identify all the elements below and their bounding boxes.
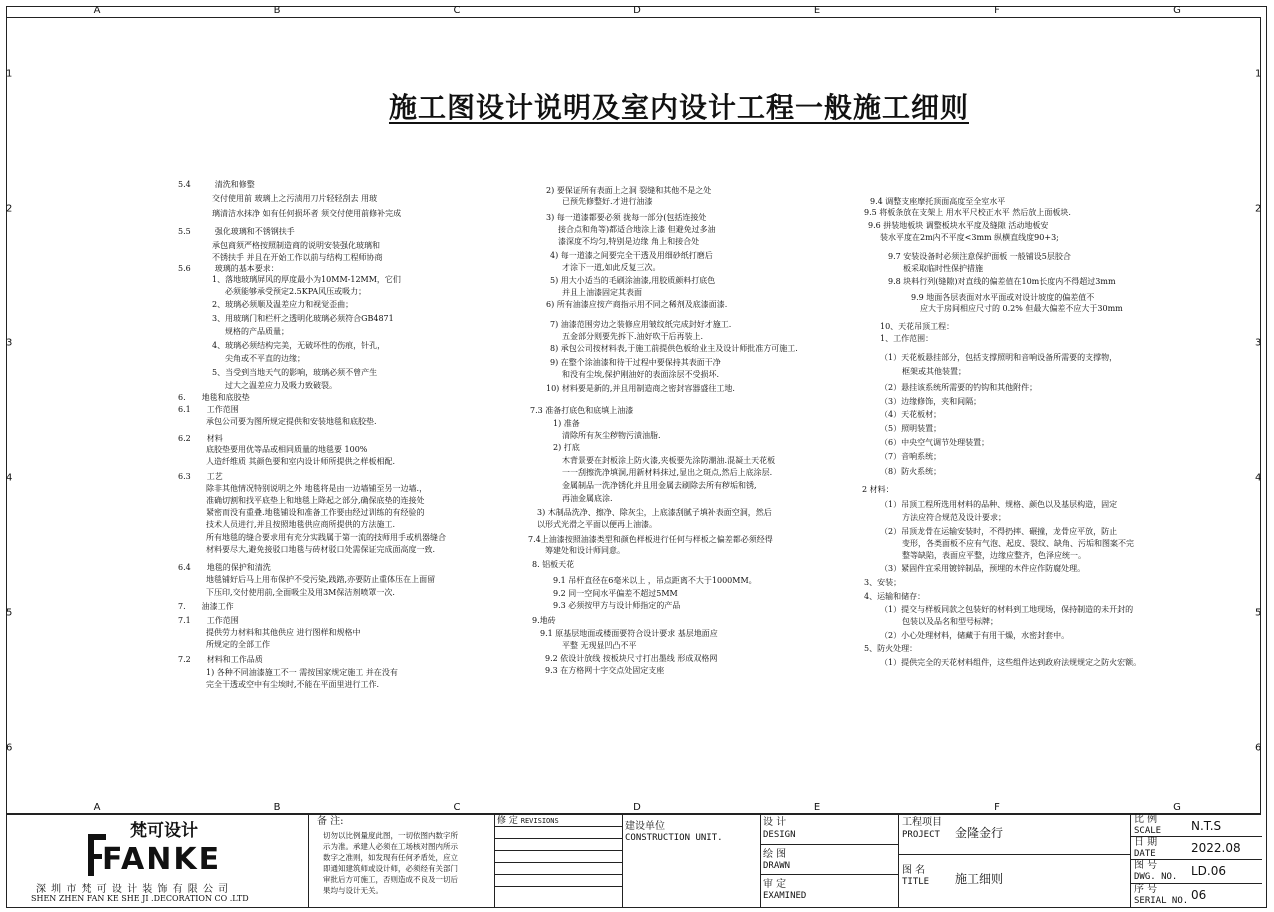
spec-line: 人造纤维质 其颜色要和室内设计师所提供之样板相配. <box>206 457 396 466</box>
date-label-en: DATE <box>1134 849 1156 859</box>
spec-line: （1）提供完全的天花材料组件，这些组件达到政府法规规定之防火宏额。 <box>880 658 1142 667</box>
spec-line: 9.2 依设计放线 按板块尺寸打出墨线 形成双格网 <box>545 654 718 663</box>
zone-letter: B <box>273 802 281 813</box>
date-value: 2022.08 <box>1191 841 1241 855</box>
examined-label: 审 定 <box>763 879 787 890</box>
spec-line: 已预先修整好.才进行油漆 <box>562 197 653 206</box>
spec-line: 技术人员进行,并且按照地毯供应商所提供的方法施工. <box>206 520 396 529</box>
spec-line: 2、玻璃必须顺及温差应力和视觉歪曲； <box>212 300 354 309</box>
zone-number: 3 <box>1255 337 1262 349</box>
spec-line: 1) 各种不同油漆施工不一 需按国家规定施工 并在没有 <box>206 668 398 677</box>
notes-label: 备 注: <box>317 816 344 827</box>
dwg-label-en: DWG. NO. <box>1134 872 1178 882</box>
zone-number: 3 <box>6 337 13 349</box>
zone-number: 4 <box>6 472 13 484</box>
spec-line: 才涂下一道,如此反复三次。 <box>562 263 661 272</box>
page-title <box>0 86 1274 126</box>
zone-letter: D <box>633 5 641 16</box>
spec-line: 6.3 工艺 <box>178 472 223 481</box>
spec-line: （1）吊顶工程所选用材料的品种、规格、颜色以及基层构造，固定 <box>880 500 1118 509</box>
spec-line: 包装以及品名和型号标牌； <box>902 617 998 626</box>
spec-line: 2) 要保证所有表面上之洞 裂缝和其他不是之处 <box>546 186 712 195</box>
spec-line: 1、落地玻璃屏风的厚度最小为10MM-12MM，它们 <box>212 275 401 284</box>
zone-letter: E <box>813 802 821 813</box>
notes-line: 数字之准则，如发现有任何矛盾处，应立 <box>323 853 458 862</box>
spec-line: 8) 承包公司按材料表,于施工前提供色板给业主及设计师批准方可施工. <box>550 344 798 353</box>
zone-letter: C <box>453 5 461 16</box>
zone-number: 5 <box>6 607 13 619</box>
serial-label-en: SERIAL NO. <box>1134 896 1189 906</box>
scale-label: 比 例 <box>1134 814 1158 825</box>
spec-line: 再油金属底涂. <box>562 494 613 503</box>
spec-line: 6.2 材料 <box>178 434 223 443</box>
spec-line: 必须能够承受预定2.5KPA风压或吸力； <box>225 287 367 296</box>
project-label-en: PROJECT <box>902 830 940 840</box>
spec-line: 筹建处和设计师同意。 <box>545 546 625 555</box>
spec-line: 7) 油漆范围旁边之装修应用皱纹纸完成封好才施工. <box>550 320 732 329</box>
spec-line: 9.4 调整支座摩托顶面高度至全室水平 <box>870 197 1006 206</box>
spec-line: 9.1 吊杆直径在6毫米以上 ，吊点距离不大于1000MM。 <box>553 576 757 585</box>
construction-unit-cell <box>622 814 760 908</box>
zone-numbers-right <box>1255 17 1261 814</box>
spec-line: （6）中央空气调节处理装置； <box>880 438 990 447</box>
spec-line: 9.3 必须按甲方与设计师指定的产品 <box>553 601 681 610</box>
spec-line: 板采取临时性保护措施 <box>903 264 983 273</box>
spec-line: 接合点和角等)都适合地涂上漆 但避免过多油 <box>558 225 716 234</box>
zone-letters-top <box>6 6 1261 16</box>
spec-line: 9.7 安装设备时必须注意保护面板 一般铺设5层胶合 <box>888 252 1071 261</box>
spec-line: 1、工作范围： <box>880 334 934 343</box>
spec-line: 木背景要在封板涂上防火漆,夹板要先涂防潮油.混凝土天花板 <box>562 456 776 465</box>
spec-line: 漆深度不均匀,特别是边缘 角上和接合处 <box>558 237 700 246</box>
date-label: 日 期 <box>1134 837 1158 848</box>
spec-line: 7.3 准备打底色和底填上油漆 <box>530 406 634 415</box>
spec-line: 平整 无现显凹凸不平 <box>562 641 637 650</box>
spec-line: 完全干透或空中有尘埃时,不能在平面里进行工作. <box>206 680 380 689</box>
spec-line: 10) 材料要是新的,并且用制造商之密封容器盛往工地. <box>546 384 735 393</box>
spec-line: 承包商须严格按照制造商的说明安装强化玻璃和 <box>212 241 380 250</box>
company-name-en: SHEN ZHEN FAN KE SHE JI .DECORATION CO .LTD <box>31 894 249 903</box>
spec-line: 5、防火处理： <box>864 644 918 653</box>
spec-line: （3）边缘修饰，夹和间隔； <box>880 397 982 406</box>
spec-line: （1）天花板悬挂部分，包括支撑照明和音响设备所需要的支撑物， <box>880 353 1118 362</box>
project-cell <box>898 814 1130 908</box>
spec-line: 5.5 强化玻璃和不锈钢扶手 <box>178 227 295 236</box>
title-value: 施工细则 <box>955 872 1004 886</box>
zone-number: 4 <box>1255 472 1262 484</box>
zone-number: 2 <box>6 203 13 215</box>
spec-line: 4) 每一道漆之间要完全干透及用细砂纸打磨后 <box>550 251 713 260</box>
zone-letter: A <box>93 802 101 813</box>
spec-line: 9.8 块料行列(缝隙)对直线的偏差值在10m长度内不得超过3mm <box>888 277 1116 286</box>
spec-line: 变形，各类面板不应有气泡、起皮、裂纹、缺角、污垢和图案不完 <box>902 539 1134 548</box>
notes-line: 果均与设计无关。 <box>323 886 383 895</box>
zone-letter: E <box>813 5 821 16</box>
project-label: 工程项目 <box>902 817 942 828</box>
spec-line: （2）吊顶龙骨在运输安装时，不得扔摔、碾撞，龙骨应平放，防止 <box>880 527 1118 536</box>
spec-line: 所规定的全部工作 <box>206 640 270 649</box>
zone-letter: F <box>994 802 1000 813</box>
examined-label-en: EXAMINED <box>763 891 807 901</box>
spec-line: 7.1 工作范围 <box>178 616 239 625</box>
spec-line: 10、天花吊顶工程： <box>880 322 955 331</box>
spec-line: 框架或其他装置； <box>902 367 966 376</box>
drawn-label-en: DRAWN <box>763 861 791 871</box>
meta-cell <box>1130 814 1261 908</box>
spec-line: 承包公司要为图所规定提供和安装地毯和底胶垫. <box>206 417 377 426</box>
notes-cell <box>308 814 494 908</box>
spec-line: 方法应符合规范及设计要求； <box>902 513 1006 522</box>
spec-line: 5、当受到当地天气的影响，玻璃必须不曾产生 <box>212 368 378 377</box>
spec-line: 3、安装； <box>864 578 902 587</box>
page-title-text: 施工图设计说明及室内设计工程一般施工细则 <box>388 91 969 124</box>
zone-letter: F <box>994 5 1000 16</box>
spec-line: 9.9 地面各层表面对水平面或对设计坡度的偏差值不 <box>911 293 1095 302</box>
spec-line: 6.4 地毯的保护和清洗 <box>178 563 271 572</box>
spec-line: 8. 铝板天花 <box>532 560 575 569</box>
dwg-label: 图 号 <box>1134 860 1158 871</box>
project-value: 金隆金行 <box>955 826 1004 840</box>
spec-line: 应大于房间相应尺寸的 0.2% 但最大偏差不应大于30mm <box>920 304 1123 313</box>
spec-line: 材料要尽大,避免接驳口地毯与砖材驳口处需保证完成面高度一致. <box>206 545 436 554</box>
spec-line: 6. 地毯和底胶垫 <box>178 393 250 402</box>
spec-line: （8）防火系统； <box>880 467 942 476</box>
notes-line: 即通知建筑师或设计师，必须经有关部门 <box>323 864 458 873</box>
spec-line: 提供劳力材料和其他供应 进行图样和规格中 <box>206 628 361 637</box>
spec-line: 9.地砖 <box>532 616 556 625</box>
spec-line: （7）音响系统； <box>880 452 942 461</box>
spec-line: 5) 用大小适当的毛刷涂油漆,用胶质颜料打底色 <box>550 276 716 285</box>
spec-line: 3) 木制品洗净、擦净、除灰尘，上底漆刮腻子填补表面空洞，然后 <box>537 508 772 517</box>
company-name-cn: 深 圳 市 梵 可 设 计 装 饰 有 限 公 司 <box>36 884 230 895</box>
spec-line: 整等缺陷，表面应平整，边缘应整齐，色泽应统一。 <box>902 551 1086 560</box>
spec-line: 金属制品一洗净锈化并且用金属去刷除去所有秽垢和锈, <box>562 481 757 490</box>
spec-line: 并且上油漆固定其表面 <box>562 288 642 297</box>
spec-line: 过大之温差应力及吸力致破裂。 <box>225 381 337 390</box>
spec-line: 9.6 拼装地板块 调整板块水平度及缝隙 活动地板安 <box>868 221 1049 230</box>
zone-letters-bottom <box>6 803 1261 813</box>
spec-line: 璃清洁水抹净 如有任何损坏者 须交付使用前修补完成 <box>212 209 402 218</box>
zone-number: 6 <box>1255 742 1262 754</box>
spec-line: 6.1 工作范围 <box>178 405 239 414</box>
serial-value: 06 <box>1191 888 1207 902</box>
logo-en: FANKE <box>102 842 222 877</box>
spec-line: 一一刮擦洗净填洞,用新材料抹过,显出之斑点,然后上底涂层. <box>562 468 773 477</box>
zone-letter: D <box>633 802 641 813</box>
spec-line: 4、玻璃必须结构完美，无破坏性的伤痕，针孔， <box>212 341 386 350</box>
spec-line: （4）天花板材； <box>880 410 942 419</box>
logo-cn: 梵可设计 <box>130 821 198 841</box>
serial-label: 序 号 <box>1134 884 1158 895</box>
spec-line: 5.6 玻璃的基本要求： <box>178 264 279 273</box>
spec-line: 2 材料： <box>862 485 894 494</box>
spec-line: 9.5 将板条放在支架上 用水平尺校正水平 然后放上面板块. <box>864 208 1071 217</box>
spec-line: 下压印,交付使用前,全面吸尘及用3M保洁剂喷罩一次. <box>206 588 395 597</box>
spec-line: 底胶垫要用优等品或相同质量的地毯要 100% <box>206 445 368 454</box>
spec-line: （2）悬挂该系统所需要的钓钩和其他附件； <box>880 383 1038 392</box>
zone-number: 2 <box>1255 203 1262 215</box>
design-label: 设 计 <box>763 817 787 828</box>
scale-label-en: SCALE <box>1134 826 1162 836</box>
scale-value: N.T.S <box>1191 819 1222 833</box>
spec-line: 准确切割和找平底垫上和地毯上降起之部分,确保底垫的连接处 <box>206 496 425 505</box>
title-label: 图 名 <box>902 865 926 876</box>
dwg-value: LD.06 <box>1191 864 1227 878</box>
spec-line: 3) 每一道漆都要必须 拢每一部分(包括连接处 <box>546 213 707 222</box>
zone-letter: C <box>453 802 461 813</box>
construction-label: 建设单位 <box>625 821 665 832</box>
spec-line: （5）照明装置； <box>880 424 942 433</box>
spec-line: 紧密而没有重叠.地毯铺设和准备工作要由经过训练的有经验的 <box>206 508 425 517</box>
design-cell <box>760 814 898 908</box>
zone-letter: G <box>1173 5 1181 16</box>
zone-number: 5 <box>1255 607 1262 619</box>
drawing-frame <box>6 17 1261 814</box>
spec-line: （2）小心处理材料，储藏于有用干燥，水密封套中。 <box>880 631 1070 640</box>
zone-numbers-left <box>6 17 12 814</box>
spec-line: 7.2 材料和工作品质 <box>178 655 263 664</box>
spec-line: 7. 油漆工作 <box>178 602 234 611</box>
title-block <box>6 814 1261 908</box>
spec-line: 和没有尘埃,保护刚油好的表面涂层不受损坏. <box>562 370 720 379</box>
spec-line: 5.4 清洗和修整 <box>178 180 255 189</box>
construction-label-en: CONSTRUCTION UNIT. <box>625 833 723 843</box>
spec-line: 交付使用前 玻璃上之污渍用刀片轻轻刮去 用玻 <box>212 194 378 203</box>
spec-line: 不锈扶手 并且在开始工作以前与结构工程师协商 <box>212 253 383 262</box>
spec-line: 6) 所有油漆应按产商指示用不同之稀剂及底漆面漆. <box>546 300 728 309</box>
spec-line: 9.2 同一空间水平偏差不超过5MM <box>553 589 678 598</box>
spec-line: 规格的产品质量； <box>225 327 289 336</box>
revisions-label: 修 定 REVISIONS <box>497 816 559 826</box>
spec-line: 以形式光滑之平面以便再上油漆。 <box>537 520 657 529</box>
spec-line: 1) 准备 <box>553 419 580 428</box>
zone-letter: B <box>273 5 281 16</box>
spec-line: 9.1 原基层地面或楼面要符合设计要求 基层地面应 <box>540 629 718 638</box>
notes-line: 切勿以比例量度此图，一切依图内数字所 <box>323 831 458 840</box>
spec-line: （1）提交与样板同款之包装好的材料到工地现场，保持制造的未开封的 <box>880 605 1134 614</box>
spec-line: 尖角或不平直的边缘； <box>225 354 305 363</box>
spec-line: 清除所有灰尘秽物污渍油脂. <box>562 431 661 440</box>
spec-line: 3、用玻璃门和栏杆之透明化玻璃必须符合GB4871 <box>212 314 394 323</box>
spec-line: 装水平度在2m内不平度<3mm 纵横直线度90+3; <box>880 233 1059 242</box>
spec-line: 所有地毯的缝合要求用有充分实践属于第一流的技师用手或机器缝合 <box>206 533 446 542</box>
spec-line: 7.4上油漆按照油漆类型和颜色样板进行任何与样板之偏差都必须经得 <box>528 535 773 544</box>
zone-number: 1 <box>1255 68 1262 80</box>
design-label-en: DESIGN <box>763 830 796 840</box>
spec-line: 除非其他情况特别说明之外 地毯将是由一边墙铺至另一边墙.， <box>206 484 428 493</box>
zone-letter: G <box>1173 802 1181 813</box>
spec-line: 地毯铺好后马上用布保护不受污染,践踏,亦要防止重体压在上面留 <box>206 575 436 584</box>
zone-number: 1 <box>6 68 13 80</box>
title-label-en: TITLE <box>902 877 930 887</box>
spec-line: （3）紧固件宜采用镀锌制品，预埋的木件应作防腐处理。 <box>880 564 1086 573</box>
spec-line: 4、运输和储存： <box>864 592 926 601</box>
spec-line: 9) 在整个涂油漆和待干过程中要保持其表面干净 <box>550 358 721 367</box>
drawn-label: 绘 图 <box>763 849 787 860</box>
revisions-cell <box>494 814 622 908</box>
spec-line: 2) 打底 <box>553 443 580 452</box>
notes-line: 示为准。承建人必须在工场核对图内所示 <box>323 842 458 851</box>
spec-line: 9.3 在方格网十字交点处固定支座 <box>545 666 665 675</box>
spec-line: 五金部分则要先拆下.油好吹干后再装上. <box>562 332 704 341</box>
notes-line: 审批后方可施工，否则造成不良及一切后 <box>323 875 458 884</box>
zone-number: 6 <box>6 742 13 754</box>
zone-letter: A <box>93 5 101 16</box>
